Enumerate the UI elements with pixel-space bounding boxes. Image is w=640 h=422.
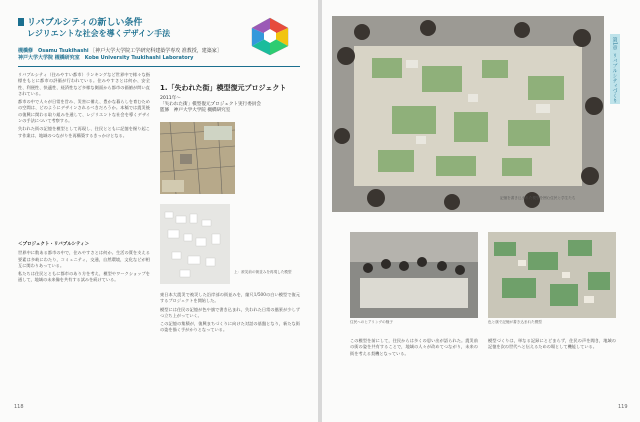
- hearing-photo: [350, 232, 478, 318]
- chapter-tab: [610, 34, 620, 104]
- project-title: 1.「失われた街」模型復元プロジェクト: [160, 84, 287, 92]
- paragraph: この模型を前にして，住民からは多くの思い出が語られた。震災前の街の姿を共有することで，地域の人々が改めてつながり，未来の街を考える契機となっている。: [350, 338, 478, 356]
- lab-name: 神戸大学大学院 槻橋研究室 Kobe University Tsukihashi Laboratory: [18, 55, 194, 61]
- title-block: [18, 18, 223, 39]
- project-info: [160, 96, 261, 114]
- project-organizer: 「失われた街」模型復元プロジェクト実行委員会: [160, 102, 261, 107]
- author-note: ［神戸大学大学院工学研究科建築学専攻 准教授，建築家］: [90, 48, 222, 54]
- chapter-label: リバブルシティづくり: [611, 53, 618, 104]
- project-supervisor: 監修 神戸大学大学院 槻橋研究室: [160, 108, 231, 113]
- right-text-column-2: [488, 338, 616, 353]
- workshop-top-photo: [332, 16, 604, 212]
- author-block: [18, 48, 238, 62]
- right-text-column-1: [350, 338, 478, 359]
- white-model-image: [160, 204, 230, 284]
- paragraph: 模型には住民の記憶が色や旗で書き込まれ，失われた日常の風景が少しずつ立ち上がっていく。: [160, 306, 300, 318]
- paragraph: 私たちは住民とともに都市のあり方を考え，模型やワークショップを通して，地域の未来像を共有する試みを続けている。: [18, 271, 150, 283]
- hexagon-logo-icon: [248, 16, 292, 56]
- paragraph: 世界中に数ある都市の中で，住みやすさとは何か。生活の質を支える要素は多岐にわたり，コミュニティ，交通，自然環境，文化などが相互に関わりあっている。: [18, 250, 150, 268]
- colored-model-photo: [488, 232, 616, 318]
- paragraph: 失われた街の記憶を模型として再現し、住民とともに記憶を掘り起こす作業は、地域のつながりを再構築するきっかけとなる。: [18, 126, 150, 138]
- text-column-1b: [18, 238, 150, 286]
- text-column-2: [160, 292, 300, 336]
- left-page: [0, 0, 318, 422]
- aerial-map-image: [160, 122, 235, 194]
- left-photo-caption: 上：被災前の街並みを再現した模型: [234, 270, 292, 274]
- chapter-number: 第1章: [611, 37, 618, 51]
- paragraph: 都市の中で人々が日常を営み、災害に備え、豊かな暮らしを育むための空間は、どのようにデザインされるべきだろうか。本稿では震災後の復興に関わる取り組みを通して、レジリエントな社会を導くデザインの手法について考察する。: [18, 99, 150, 124]
- page-number-right: 119: [618, 404, 628, 410]
- paragraph: 東日本大震災で被災した沿岸部の街並みを，縮尺1/500の白い模型で復元するプロジェクトを開始した。: [160, 292, 300, 304]
- title-mark-icon: [18, 18, 24, 26]
- top-photo-caption: 記憶を書き込まれた模型を囲む住民と学生たち: [500, 196, 576, 200]
- divider: [18, 66, 300, 67]
- page-number-left: 118: [14, 404, 24, 410]
- page-title: [18, 18, 223, 29]
- bottom-right-caption: 色と旗で記憶が書き込まれた模型: [488, 320, 542, 324]
- paragraph: この記憶の集積が，復興まちづくりに向けた対話の基盤となり，新たな街の姿を描く手がかりとなっている。: [160, 321, 300, 333]
- paragraph: 模型づくりは，単なる記録にとどまらず，住民の声を聞き，地域の記憶を次の世代へと伝えるための場として機能している。: [488, 338, 616, 350]
- page-title-text: リバブルシティの新しい条件: [27, 18, 143, 28]
- author-name: 槻橋修 Osamu Tsukihashi: [18, 48, 89, 54]
- right-page: [322, 0, 640, 422]
- paragraph: リバブルシティ（住みやすい都市）ランキングなど世界中で様々な指標をもとに都市の評価が行われている。住みやすさとは何か、安全性、利便性、快適性、経済性など多様な側面から都市の価値が問い直されている。: [18, 72, 150, 96]
- page-subtitle: レジリエントな社会を導くデザイン手法: [27, 29, 171, 38]
- section-heading: ＜プロジェクト・リバブルシティ＞: [18, 242, 90, 247]
- project-year: 2011年～: [160, 96, 181, 101]
- bottom-left-caption: 住民へのヒアリングの様子: [350, 320, 393, 324]
- text-column-1: [18, 72, 150, 141]
